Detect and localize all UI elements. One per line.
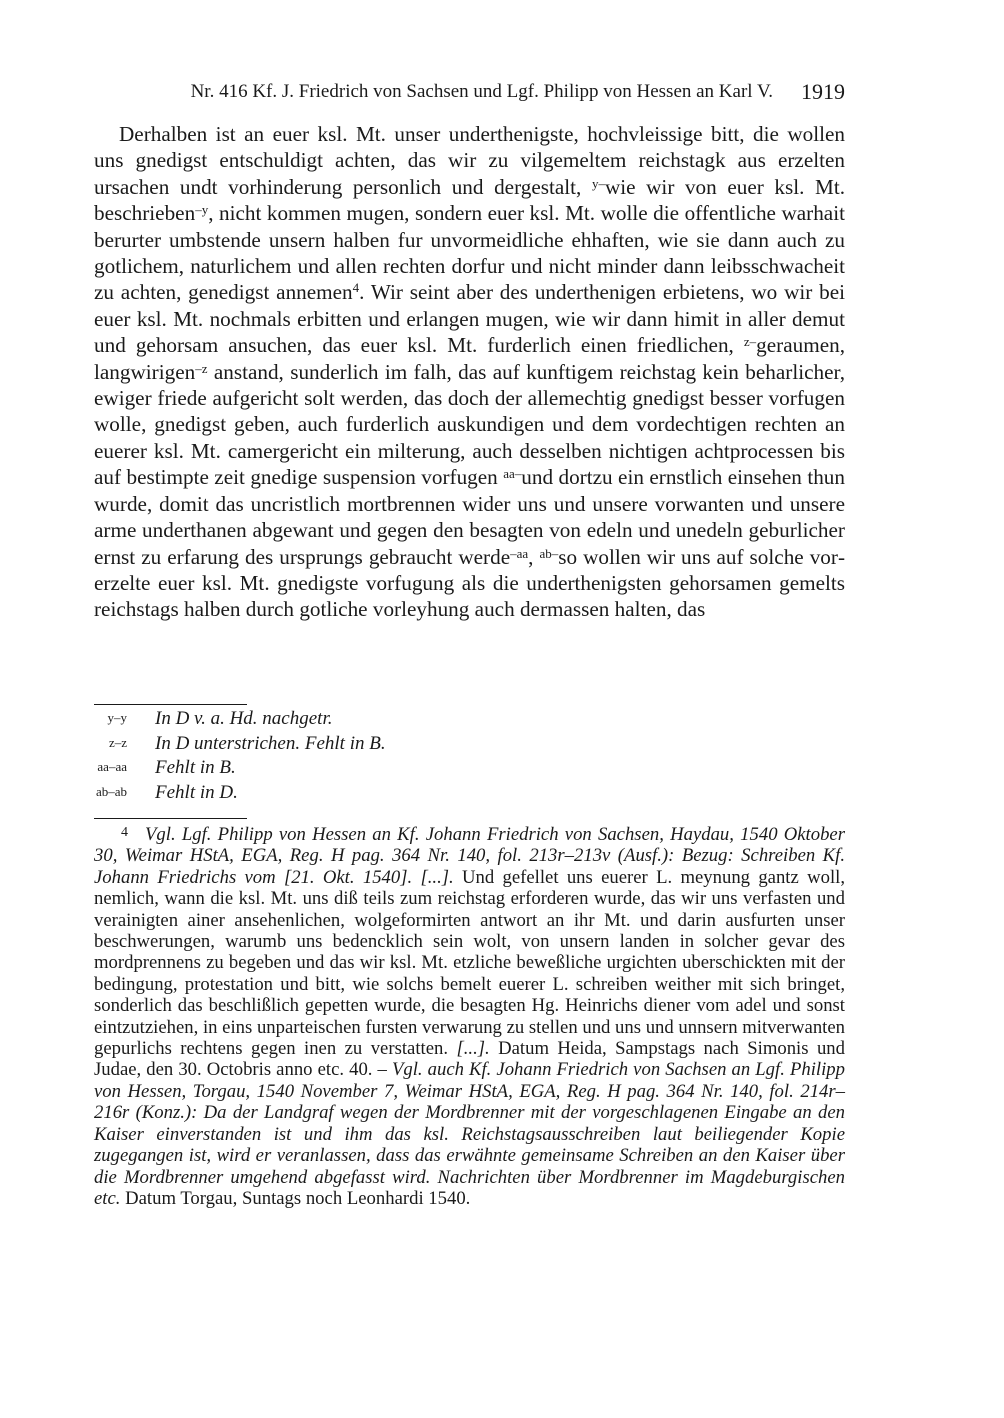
footnote-divider <box>94 818 247 819</box>
main-text-segment: , nicht kommen mugen, sondern euer ksl. Mt. wolle die offentliche warhait berurter umbstende unsern halben fur unvormeidliche ehhaften, wie sie dann auch zu gotlichem, naturlichem und allen rechten dorfur und nicht minder dann leibsschwacheit zu achten, genedigst annemen <box>94 201 845 305</box>
main-text-segment: und dortzu ein ernstlich einsehen thun wurde, domit das uncristlich mortbrennen wider uns und unsere vorwanten und unsere arme underthanen abgewant und gegen den besagten von edeln und unedeln geburlicher ernst zu erfarung des ursprungs gebraucht werde <box>94 465 845 569</box>
apparatus-note <box>94 707 845 732</box>
footnote-editorial-text: Vgl. Lgf. Philipp von Hessen an Kf. Johann Friedrich von Sachsen, Haydau, 1540 Oktober 30, Weimar HStA, EGA, Reg. H pag. 364 Nr. 140, fol. 213r–213v (Ausf.): Bezug: Schreiben Kf. Johann Friedrichs vom [21. Okt. 1540]. [...]. <box>94 824 845 888</box>
footnote-quoted-text: Und gefellet uns euerer L. meynung gantz woll, nemlich, wann die ksl. Mt. uns diß teils zum reichstag erforderen wurde, das wir uns verfasten und verainigten ainer ansehenlichen, wolgeformirten antwort an ihr Mt. und darin ausfurten unser beschwerungen, warumb uns bedencklich sein wolt, von unsern landen in solcher gevar des mordprennens zu begeben und das wir ksl. Mt. etzliche beweßliche urgichten uberschickten mit der bedingung, protestation und bitt, wie solchs bemelt euerer L. schreiben weither mit sich bringet, sonderlich das beschlißlich gepetten wurde, die besagten Hg. Heinrichs diener vom adel und sonst eintzutziehen, in eins unparteischen fursten verwarung zu stellen und uns und unnsern mitverwanten gepurlichs rechtens gegen inen zu verstatten. <box>94 866 845 1060</box>
variant-marker: –aa <box>510 545 529 561</box>
header-title: Nr. 416 Kf. J. Friedrich von Sachsen und Lgf. Philipp von Hessen an Karl V. <box>190 81 773 102</box>
apparatus-text: In D unterstrichen. Fehlt in B. <box>155 732 386 754</box>
main-text-segment: , <box>528 544 540 569</box>
variant-marker: ab– <box>539 545 559 561</box>
main-text-segment: . Wir seint aber des underthenigen erbietens, wo wir bei euer ksl. Mt. nochmals erbitten und erlangen mugen, wie wir dann himit in aller demut und gehorsam ansuchen, das euer ksl. Mt. furderlich einen friedlichen, <box>94 280 845 358</box>
main-text-segment: so wollen wir uns auf solche vorerzelte euer ksl. Mt. gnedigste vorfugung als die underthenigsten gehorsamen gemelts reichstags halben durch gotliche vorleyhung auch dermassen halten, das <box>94 544 846 622</box>
text-critical-apparatus <box>94 707 845 805</box>
apparatus-note <box>94 781 845 806</box>
apparatus-tag: aa–aa <box>97 759 127 774</box>
variant-marker: aa– <box>503 466 522 482</box>
footnote-quoted-text: Datum Heida, Sampstags nach Simonis und Judae, den 30. Octobris anno etc. 40. – <box>94 1038 845 1081</box>
variant-marker: y– <box>591 175 605 191</box>
main-text-segment: geraumen, langwirigen <box>94 333 845 384</box>
footnote-reference: 4 <box>352 280 360 296</box>
apparatus-tag: z–z <box>108 734 127 750</box>
footnote-quoted-text: Datum Torgau, Suntags noch Leonhardi 1540. <box>120 1187 471 1209</box>
apparatus-tag: ab–ab <box>95 783 127 799</box>
variant-marker: z– <box>743 334 757 350</box>
footnote-editorial-text: Vgl. auch Kf. Johann Friedrich von Sachsen an Lgf. Philipp von Hessen, Torgau, 1540 November 7, Weimar HStA, EGA, Reg. H pag. 364 Nr. 140, fol. 214r–216r (Konz.): Da der Landgraf wegen der Mordbrenner mit der vorgeschlagenen Eingabe an den Kaiser einverstanden ist und ihm das ksl. Reichstagsausschreiben laut beiliegender Kopie zugegangen ist, wird er veranlassen, dass das erwähnte gemeinsame Schreiben an den Kaiser über die Mordbrenner umgehend abgefasst wird. Nachrichten über Mordbrenner im Magdeburgischen etc. <box>94 1059 845 1209</box>
apparatus-text: In D v. a. Hd. nachgetr. <box>155 708 333 729</box>
apparatus-note <box>94 732 845 757</box>
main-text-segment: wie wir von euer ksl. Mt. beschrieben <box>94 174 845 226</box>
apparatus-divider <box>94 704 247 705</box>
apparatus-text: Fehlt in D. <box>155 781 238 803</box>
apparatus-tag: y–y <box>107 710 127 725</box>
page-number: 1919 <box>801 79 845 104</box>
variant-marker: –z <box>195 360 208 376</box>
variant-marker: –y <box>195 202 209 218</box>
apparatus-text: Fehlt in B. <box>155 757 236 778</box>
footnote-4: 4 Vgl. Lgf. Philipp von Hessen an Kf. Johann Friedrich von Sachsen, Haydau, 1540 Oktober 30, Weimar HStA, EGA, Reg. H pag. 364 Nr. 140, fol. 213r–213v (Ausf.): Bezug: Schreiben Kf. Johann Friedrichs vom [21. Okt. 1540]. [...]. Und gefellet uns euerer L. meynung gantz woll, nemlich, wann die ksl. Mt. uns diß teils zum reichstag erforderen wurde, das wir uns verfasten und verainigten ainer ansehenlichen, wolgeformirten antwort an ihr Mt. und darin ausfurten unser beschwerungen, warumb uns bedencklich sein wolt, von unsern landen in solcher gevar des mordprennens zu begeben und das wir ksl. Mt. etzliche beweßliche urgichten uberschickten mit der bedingung, protestation und bitt, wie solchs bemelt euerer L. schreiben weither mit sich bringet, sonderlich das beschlißlich gepetten wurde, die besagten Hg. Heinrichs diener vom adel und sonst eintzutziehen, in eins unparteischen fursten verwarung zu stellen und uns und unnsern mitverwanten gepurlichs rechtens gegen inen zu verstatten. [...]. Datum Heida, Sampstags nach Simonis und Judae, den 30. Octobris anno etc. 40. – Vgl. auch Kf. Johann Friedrich von Sachsen an Lgf. Philipp von Hessen, Torgau, 1540 November 7, Weimar HStA, EGA, Reg. H pag. 364 Nr. 140, fol. 214r–216r (Konz.): Da der Landgraf wegen der Mordbrenner mit der vorgeschlagenen Eingabe an den Kaiser einverstanden ist und ihm das ksl. Reichstagsausschreiben laut beiliegender Kopie zugegangen ist, wird er veranlassen, dass das erwähnte gemeinsame Schreiben an den Kaiser über die Mordbrenner umgehend abgefasst wird. Nachrichten über Mordbrenner im Magdeburgischen etc. Datum Torgau, Suntags noch Leonhardi 1540. <box>94 824 845 1209</box>
footnote-editorial-text: [...]. <box>456 1038 490 1060</box>
main-text-segment: anstand, sunderlich im falh, das auf kunftigem reichstag kein beharlicher, ewiger friede aufgericht solt werden, das doch der allemechtig gnedigst besser vorfugen wolle, gnedigst geben, auch furderlich auskundigen und dem vordechtigen rechten an euerer ksl. Mt. camergericht ein milterung, auch desselben nichtigen achtprocessen bis auf bestimpte zeit gnedige suspension vorfugen <box>94 359 845 490</box>
apparatus-note <box>94 756 845 781</box>
main-text-segment: Derhalben ist an euer ksl. Mt. unser underthenigste, hochvleissige bitt, die wollen uns gnedigst entschuldigt achten, das wir zu vilgemeltem reichstagk aus erzelten ursachen undt vorhinderung personlich und dergestalt, <box>94 122 845 199</box>
main-text <box>94 121 845 623</box>
